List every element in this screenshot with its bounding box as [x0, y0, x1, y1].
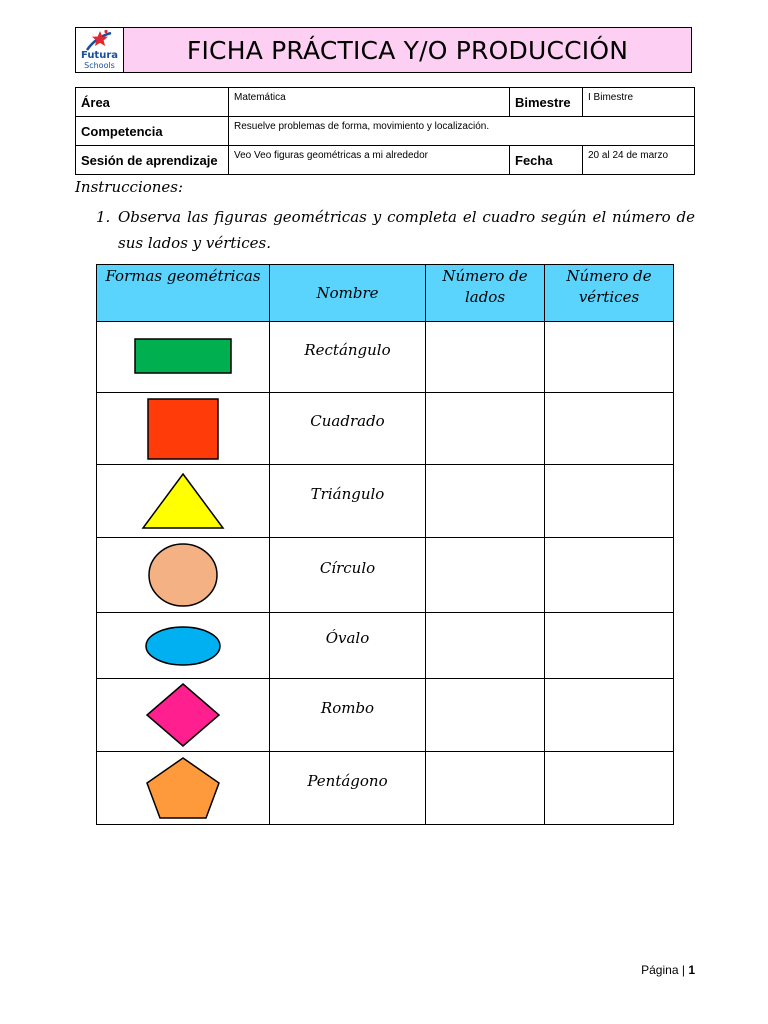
shape-cell: [97, 613, 270, 679]
page-number: 1: [688, 963, 695, 977]
shape-cell: [97, 538, 270, 613]
shape-cell: [97, 322, 270, 393]
page-footer: [641, 963, 695, 977]
instruction-text: Observa las figuras geométricas y completa el cuadro según el número de sus lados y vértices.: [118, 208, 695, 252]
vertices-cell[interactable]: [545, 465, 674, 538]
lados-cell[interactable]: [426, 679, 545, 752]
worksheet-header: [75, 27, 692, 73]
school-logo: [76, 28, 124, 72]
shape-name: Triángulo: [270, 465, 426, 538]
instruction-item: [96, 204, 695, 256]
info-row-sesion: [76, 146, 695, 175]
table-row: [97, 679, 674, 752]
logo-text-futura: Futura: [80, 50, 119, 61]
vertices-cell[interactable]: [545, 322, 674, 393]
lados-cell[interactable]: [426, 322, 545, 393]
shape-cell: [97, 752, 270, 825]
competencia-value: Resuelve problemas de forma, movimiento y localización.: [229, 117, 695, 146]
table-row: [97, 322, 674, 393]
worksheet-title: FICHA PRÁCTICA Y/O PRODUCCIÓN: [186, 36, 629, 65]
header-nombre: Nombre: [270, 265, 426, 322]
shapes-table-header: [97, 265, 674, 322]
sesion-label: Sesión de aprendizaje: [76, 146, 229, 175]
table-row: [97, 393, 674, 465]
info-row-area: [76, 88, 695, 117]
pentagon-shape: [144, 755, 222, 821]
logo-text-schools: Schools: [84, 61, 115, 70]
rectangle-shape: [133, 337, 233, 377]
table-row: [97, 465, 674, 538]
circle-shape: [146, 542, 220, 608]
header-formas: Formas geométricas: [97, 265, 270, 322]
sesion-value: Veo Veo figuras geométricas a mi alrededor: [229, 146, 510, 175]
area-label: Área: [76, 88, 229, 117]
lados-cell[interactable]: [426, 613, 545, 679]
instruction-number: 1.: [96, 208, 111, 226]
bimestre-label: Bimestre: [510, 88, 583, 117]
vertices-cell[interactable]: [545, 538, 674, 613]
vertices-cell[interactable]: [545, 679, 674, 752]
vertices-cell[interactable]: [545, 613, 674, 679]
lados-cell[interactable]: [426, 465, 545, 538]
header-lados: Número de lados: [426, 265, 545, 322]
shape-cell: [97, 679, 270, 752]
shape-name: Óvalo: [270, 613, 426, 679]
bimestre-value: I Bimestre: [583, 88, 695, 117]
area-value: Matemática: [229, 88, 510, 117]
instructions-heading: Instrucciones:: [75, 178, 184, 196]
info-row-competencia: [76, 117, 695, 146]
page-label: Página: [641, 963, 679, 977]
table-row: [97, 613, 674, 679]
rhombus-shape: [144, 681, 222, 749]
shape-name: Círculo: [270, 538, 426, 613]
shape-name: Cuadrado: [270, 393, 426, 465]
table-row: [97, 752, 674, 825]
page-separator: |: [681, 963, 685, 977]
shape-name: Rectángulo: [270, 322, 426, 393]
vertices-cell[interactable]: [545, 393, 674, 465]
oval-shape: [143, 624, 223, 668]
vertices-cell[interactable]: [545, 752, 674, 825]
lados-cell[interactable]: [426, 538, 545, 613]
lados-cell[interactable]: [426, 393, 545, 465]
shape-cell: [97, 393, 270, 465]
table-row: [97, 538, 674, 613]
lados-cell[interactable]: [426, 752, 545, 825]
header-vertices: Número de vértices: [545, 265, 674, 322]
fecha-value: 20 al 24 de marzo: [583, 146, 695, 175]
shape-name: Pentágono: [270, 752, 426, 825]
triangle-shape: [140, 471, 226, 531]
square-shape: [146, 397, 220, 461]
fecha-label: Fecha: [510, 146, 583, 175]
shape-name: Rombo: [270, 679, 426, 752]
info-table: [75, 87, 695, 175]
shape-cell: [97, 465, 270, 538]
shapes-table: [96, 264, 674, 825]
competencia-label: Competencia: [76, 117, 229, 146]
